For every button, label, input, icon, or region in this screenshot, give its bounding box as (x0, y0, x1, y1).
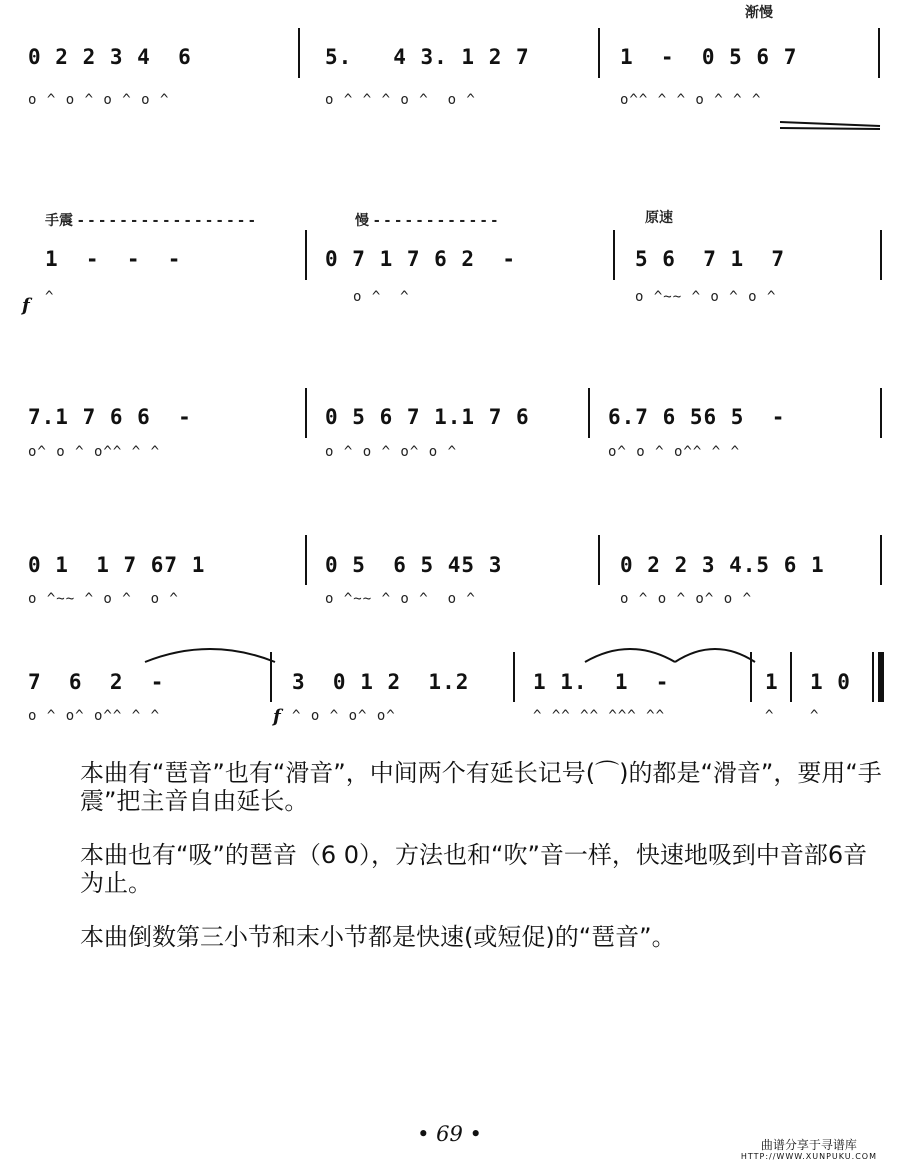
measure-13-notes: 7 6 2 - (28, 670, 165, 694)
watermark (741, 1138, 877, 1162)
barline (880, 388, 882, 438)
barline (270, 652, 272, 702)
measure-15-breath-marks: ^ ^^ ^^ ^^^ ^^ (533, 708, 666, 724)
barline (613, 230, 615, 280)
final-barline-thin (872, 652, 874, 702)
measure-5-breath-marks: o ^ ^ (353, 289, 410, 305)
measure-4-notes: 1 - - - (45, 247, 182, 271)
explanation-paragraph-1: 本曲有“琶音”也有“滑音”，中间两个有延长记号(⌒)的都是“滑音”，要用“手震”把主音自由延长。 (80, 759, 882, 815)
tie-arc (140, 642, 280, 664)
dynamic-forte: f (273, 706, 281, 727)
measure-8-breath-marks: o ^ o ^ o^ o ^ (325, 444, 458, 460)
watermark-url: HTTP://WWW.XUNPUKU.COM (740, 1152, 877, 1162)
score-system-2 (20, 195, 885, 335)
explanation-text (20, 760, 885, 979)
barline (598, 28, 600, 78)
barline (880, 230, 882, 280)
explanation-paragraph-3: 本曲倒数第三小节和末小节都是快速(或短促)的“琶音”。 (80, 923, 676, 952)
tie-arc (580, 642, 760, 664)
measure-5-notes: 0 7 1 7 6 2 - (325, 247, 517, 271)
mark-hand-vibrato: 手震 - - - - - - - - - - - - - - - - - (45, 213, 255, 229)
measure-16-breath-marks: ^ (765, 708, 775, 724)
measure-7-breath-marks: o^ o ^ o^^ ^ ^ (28, 444, 161, 460)
barline (588, 388, 590, 438)
measure-10-breath-marks: o ^~~ ^ o ^ o ^ (28, 591, 179, 607)
measure-12-notes: 0 2 2 3 4.5 6 1 (620, 553, 825, 577)
barline (305, 535, 307, 585)
measure-14-breath-marks: ^ o ^ o^ o^ (292, 708, 396, 724)
measure-16-notes: 1 (765, 670, 779, 694)
measure-6-notes: 5 6 7 1 7 (635, 247, 786, 271)
page-number: • 69 • (417, 1122, 482, 1146)
score-system-3 (20, 380, 885, 480)
measure-11-notes: 0 5 6 5 45 3 (325, 553, 503, 577)
barline (298, 28, 300, 78)
measure-6-breath-marks: o ^~~ ^ o ^ o ^ (635, 289, 777, 305)
tempo-marking-gradual-slow: 渐慢 (745, 5, 773, 21)
mark-original-tempo: 原速 (645, 210, 673, 226)
measure-14-notes: 3 0 1 2 1.2 (292, 670, 470, 694)
final-barline-thick (878, 652, 884, 702)
measure-8-notes: 0 5 6 7 1.1 7 6 (325, 405, 530, 429)
measure-15-notes: 1 1. 1 - (533, 670, 670, 694)
measure-13-breath-marks: o ^ o^ o^^ ^ ^ (28, 708, 161, 724)
barline (513, 652, 515, 702)
measure-12-breath-marks: o ^ o ^ o^ o ^ (620, 591, 753, 607)
score-system-5 (20, 640, 885, 740)
mark-slow: 慢 - - - - - - - - - - - - (355, 213, 498, 229)
barline (598, 535, 600, 585)
barline (878, 28, 880, 78)
explanation-paragraph-2: 本曲也有“吸”的琶音（6 0），方法也和“吹”音一样，快速地吸到中音部6音为止。 (80, 841, 868, 897)
measure-7-notes: 7.1 7 6 6 - (28, 405, 192, 429)
measure-2-breath-marks: o ^ ^ ^ o ^ o ^ (325, 92, 476, 108)
score-system-1 (20, 0, 885, 150)
barline (305, 230, 307, 280)
measure-2-notes: 5. 4 3. 1 2 7 (325, 45, 530, 69)
measure-1-breath-marks: o ^ o ^ o ^ o ^ (28, 92, 170, 108)
barline (790, 652, 792, 702)
measure-3-notes: 1 - 0 5 6 7 (620, 45, 798, 69)
measure-17-breath-marks: ^ (810, 708, 820, 724)
measure-10-notes: 0 1 1 7 67 1 (28, 553, 206, 577)
measure-1-notes: 0 2 2 3 4 6 (28, 45, 192, 69)
measure-4-breath-marks: ^ (45, 289, 55, 305)
barline (880, 535, 882, 585)
barline (750, 652, 752, 702)
measure-3-breath-marks: o^^ ^ ^ o ^ ^ ^ (620, 92, 762, 108)
decrescendo-lines (780, 118, 885, 138)
measure-17-notes: 1 0 (810, 670, 851, 694)
score-system-4 (20, 525, 885, 625)
barline (305, 388, 307, 438)
measure-9-notes: 6.7 6 56 5 - (608, 405, 786, 429)
measure-9-breath-marks: o^ o ^ o^^ ^ ^ (608, 444, 741, 460)
watermark-line-1: 曲谱分享于寻谱库 (760, 1138, 857, 1152)
measure-11-breath-marks: o ^~~ ^ o ^ o ^ (325, 591, 476, 607)
dynamic-forte: f (22, 295, 30, 316)
